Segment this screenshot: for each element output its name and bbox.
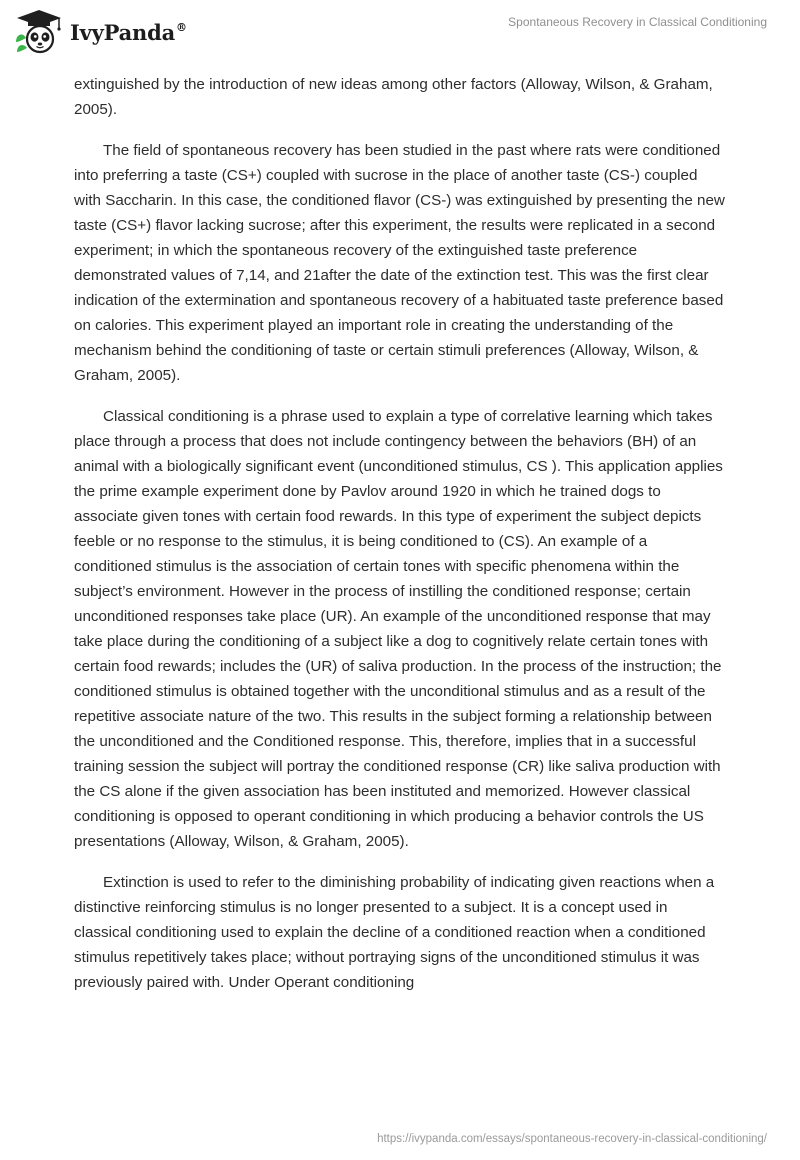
brand-name: IvyPanda® <box>70 19 187 45</box>
source-url[interactable]: https://ivypanda.com/essays/spontaneous-recovery-in-classical-conditioning/ <box>377 1133 767 1145</box>
essay-body <box>74 72 728 1011</box>
page-header <box>0 0 800 70</box>
paragraph: Extinction is used to refer to the diminishing probability of indicating given reactions when a distinctive reinforcing stimulus is no longer presented to a subject. It is a concept used in classical conditioning used to explain the decline of a conditioned reaction when a conditioned stimulus repetitively takes place; without portraying signs of the unconditioned stimulus it was previously paired with. Under Operant conditioning <box>74 874 715 991</box>
document-title: Spontaneous Recovery in Classical Conditioning <box>508 15 767 29</box>
paragraph: The field of spontaneous recovery has been studied in the past where rats were conditioned into preferring a taste (CS+) coupled with sucrose in the place of another taste (CS-) coupled with Saccharin. In this case, the conditioned flavor (CS-) was extinguished by presenting the new taste (CS+) flavor lacking sucrose; after this experiment, the results were replicated in a second experiment; in which the spontaneous recovery of the extinguished taste preference demonstrated values of 7,14, and 21after the date of the extinction test. This was the first clear indication of the extermination and spontaneous recovery of a habituated taste preference based on calories. This experiment played an important role in creating the understanding of the mechanism behind the conditioning of taste or certain stimuli preferences (Alloway, Wilson, & Graham, 2005). <box>74 142 725 384</box>
panda-graduation-cap-icon <box>14 8 64 56</box>
ivypanda-logo[interactable] <box>14 8 187 56</box>
paragraph: Classical conditioning is a phrase used to explain a type of correlative learning which takes place through a process that does not include contingency between the behaviors (BH) of an animal with a biologically significant event (unconditioned stimulus, CS ). This application applies the prime example experiment done by Pavlov around 1920 in which he trained dogs to associate given tones with certain food rewards. In this type of experiment the subject depicts feeble or no response to the stimulus, it is being conditioned to (CS). An example of a conditioned stimulus is the association of certain tones with specific phenomena within the subject’s environment. However in the process of instilling the conditioned response; certain unconditioned responses take place (UR). An example of the unconditioned response that may take place during the conditioning of a subject like a dog to cognitively relate certain tones with certain food rewards; includes the (UR) of saliva production. In the process of the instruction; the conditioned stimulus is obtained together with the unconditional stimulus and as a result of the repetitive associate nature of the two. This results in the subject forming a relationship between the unconditioned and the Conditioned response. This, therefore, implies that in a successful training session the subject will portray the conditioned response (CR) like saliva production with the CS alone if the given association has been instituted and memorized. However classical conditioning is opposed to operant conditioning in which producing a behavior controls the US presentations (Alloway, Wilson, & Graham, 2005). <box>74 408 723 850</box>
paragraph: extinguished by the introduction of new ideas among other factors (Alloway, Wilson, & Graham, 2005). <box>74 76 713 118</box>
